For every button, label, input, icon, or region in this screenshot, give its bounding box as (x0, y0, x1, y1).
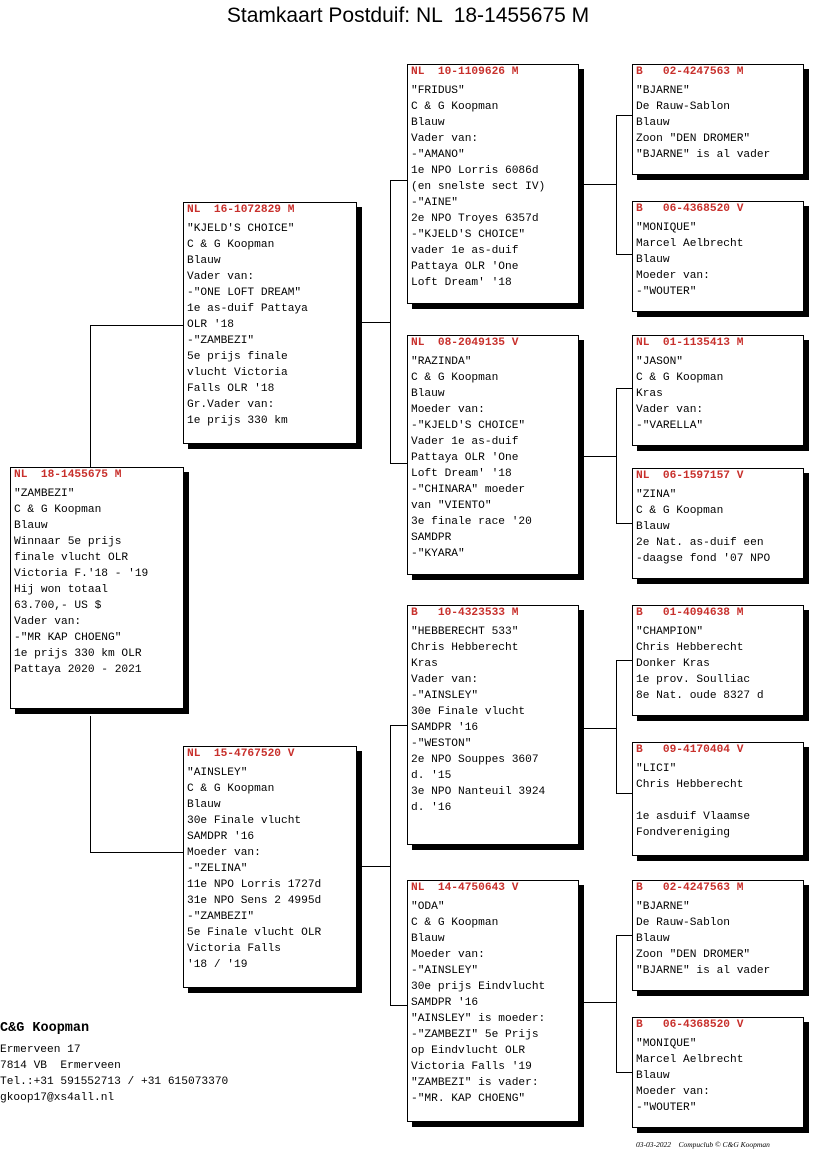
pigeon-detail-line: 2e Nat. as-duif een (636, 537, 764, 549)
pigeon-ring-number: NL 06-1597157 V (636, 470, 744, 482)
pigeon-detail-line: SAMDPR '16 (411, 722, 479, 734)
pigeon-detail-line: '18 / '19 (187, 959, 248, 971)
connector-line (584, 184, 616, 185)
page-title: Stamkaart Postduif: NL 18-1455675 M (226, 4, 590, 27)
connector-line (616, 660, 617, 793)
pigeon-detail-line: Vader van: (14, 616, 82, 628)
pigeon-ring-number: B 02-4247563 M (636, 66, 744, 78)
pigeon-detail-line: Blauw (636, 1070, 670, 1082)
pigeon-detail-line: C & G Koopman (636, 372, 724, 384)
pigeon-detail-line: op Eindvlucht OLR (411, 1045, 526, 1057)
pigeon-detail-line: Kras (636, 388, 663, 400)
pigeon-details (636, 220, 799, 300)
pigeon-detail-line: -daagse fond '07 NPO (636, 553, 771, 565)
pigeon-detail-line: finale vlucht OLR (14, 552, 129, 564)
pigeon-detail-line: 1e asduif Vlaamse (636, 811, 751, 823)
connector-line (390, 463, 408, 464)
connector-line (616, 935, 617, 1072)
pigeon-detail-line: Hij won totaal (14, 584, 108, 596)
owner-phone: Tel.:+31 591552713 / +31 615073370 (0, 1076, 229, 1088)
pigeon-detail-line: -"KJELD'S CHOICE" (411, 229, 526, 241)
pigeon-card (632, 742, 804, 856)
pigeon-details (187, 765, 352, 973)
pigeon-detail-line: "MONIQUE" (636, 1038, 697, 1050)
pigeon-detail-line: 3e finale race '20 (411, 516, 532, 528)
connector-line (616, 793, 632, 794)
pigeon-detail-line: -"WOUTER" (636, 1102, 697, 1114)
connector-line (390, 1005, 408, 1006)
pigeon-ring-number: B 10-4323533 M (411, 607, 519, 619)
pigeon-detail-line: "AINSLEY" is moeder: (411, 1013, 546, 1025)
pigeon-detail-line: "BJARNE" is al vader (636, 149, 771, 161)
pigeon-detail-line: Blauw (636, 521, 670, 533)
pigeon-detail-line: Moeder van: (636, 1086, 710, 1098)
pigeon-detail-line: Moeder van: (411, 949, 485, 961)
pigeon-detail-line: Victoria Falls (187, 943, 281, 955)
pigeon-detail-line: van "VIENTO" (411, 500, 492, 512)
pigeon-detail-line: De Rauw-Sablon (636, 101, 730, 113)
pigeon-detail-line: "BJARNE" (636, 901, 690, 913)
pigeon-detail-line: d. '15 (411, 770, 452, 782)
pigeon-card (632, 64, 804, 175)
pigeon-detail-line: 11e NPO Lorris 1727d (187, 879, 322, 891)
pigeon-ring-number: NL 01-1135413 M (636, 337, 744, 349)
pigeon-detail-line: 2e NPO Souppes 3607 (411, 754, 539, 766)
pigeon-detail-line: 1e prijs 330 km (187, 415, 288, 427)
connector-line (616, 388, 632, 389)
pigeon-details (411, 83, 574, 291)
pigeon-ring-number: B 09-4170404 V (636, 744, 744, 756)
pigeon-detail-line: Blauw (411, 933, 445, 945)
owner-address-city: 7814 VB Ermerveen (0, 1060, 121, 1072)
pigeon-details (187, 221, 352, 429)
pigeon-detail-line: Victoria Falls '19 (411, 1061, 532, 1073)
pigeon-detail-line: "LICI" (636, 763, 677, 775)
pigeon-detail-line: SAMDPR '16 (187, 831, 255, 843)
pigeon-detail-line: 30e Finale vlucht (411, 706, 526, 718)
connector-line (616, 660, 632, 661)
pigeon-detail-line: -"ZAMBEZI" (187, 335, 255, 347)
pigeon-detail-line: "ZAMBEZI" is vader: (411, 1077, 539, 1089)
pigeon-card (632, 1017, 804, 1128)
pigeon-details (636, 899, 799, 979)
pigeon-detail-line (636, 793, 799, 809)
pigeon-detail-line: -"ZELINA" (187, 863, 248, 875)
pigeon-detail-line: -"CHINARA" moeder (411, 484, 526, 496)
pigeon-detail-line: Blauw (14, 520, 48, 532)
pigeon-detail-line: SAMDPR (411, 532, 452, 544)
footer-credit: 03-03-2022 Compuclub © C&G Koopman (636, 1140, 770, 1149)
pigeon-card (183, 746, 357, 988)
pigeon-card (407, 64, 579, 304)
owner-email: gkoop17@xs4all.nl (0, 1092, 115, 1104)
pigeon-card (10, 467, 184, 709)
connector-line (616, 935, 632, 936)
connector-line (362, 866, 390, 867)
pigeon-detail-line: -"AINE" (411, 197, 458, 209)
pigeon-details (14, 486, 179, 678)
connector-line (390, 180, 391, 463)
pigeon-detail-line: "BJARNE" (636, 85, 690, 97)
pigeon-detail-line: SAMDPR '16 (411, 997, 479, 1009)
pigeon-details (636, 761, 799, 841)
pigeon-detail-line: Kras (411, 658, 438, 670)
pigeon-detail-line: Moeder van: (187, 847, 261, 859)
pigeon-detail-line: Victoria F.'18 - '19 (14, 568, 149, 580)
pigeon-detail-line: 5e Finale vlucht OLR (187, 927, 322, 939)
connector-line (390, 725, 408, 726)
pigeon-card (632, 468, 804, 579)
pigeon-detail-line: Zoon "DEN DROMER" (636, 133, 751, 145)
pigeon-detail-line: "BJARNE" is al vader (636, 965, 771, 977)
pigeon-detail-line: Moeder van: (411, 404, 485, 416)
pigeon-detail-line: Vader van: (411, 674, 479, 686)
pigeon-detail-line: -"AMANO" (411, 149, 465, 161)
pigeon-detail-line: "MONIQUE" (636, 222, 697, 234)
pigeon-detail-line: C & G Koopman (636, 505, 724, 517)
pigeon-detail-line: -"MR. KAP CHOENG" (411, 1093, 526, 1105)
connector-line (584, 1002, 616, 1003)
connector-line (90, 325, 91, 469)
pigeon-detail-line: C & G Koopman (187, 783, 275, 795)
pigeon-detail-line: -"AINSLEY" (411, 965, 479, 977)
connector-line (616, 115, 632, 116)
pigeon-detail-line: "RAZINDA" (411, 356, 472, 368)
pigeon-detail-line: Zoon "DEN DROMER" (636, 949, 751, 961)
connector-line (390, 180, 408, 181)
pigeon-detail-line: 1e as-duif Pattaya (187, 303, 308, 315)
pigeon-detail-line: Pattaya OLR 'One (411, 452, 519, 464)
pigeon-detail-line: -"WOUTER" (636, 286, 697, 298)
pigeon-detail-line: vlucht Victoria (187, 367, 288, 379)
pigeon-detail-line: d. '16 (411, 802, 452, 814)
pigeon-detail-line: C & G Koopman (411, 101, 499, 113)
pigeon-ring-number: NL 18-1455675 M (14, 469, 122, 481)
pigeon-card (183, 202, 357, 444)
connector-line (616, 523, 632, 524)
pigeon-detail-line: Loft Dream' '18 (411, 277, 512, 289)
pigeon-detail-line: 31e NPO Sens 2 4995d (187, 895, 322, 907)
pigeon-detail-line: -"ONE LOFT DREAM" (187, 287, 302, 299)
pigeon-detail-line: C & G Koopman (411, 917, 499, 929)
pigeon-detail-line: "CHAMPION" (636, 626, 704, 638)
connector-line (90, 852, 184, 853)
pigeon-card (632, 880, 804, 991)
pigeon-detail-line: 5e prijs finale (187, 351, 288, 363)
pigeon-detail-line: Vader van: (187, 271, 255, 283)
pigeon-detail-line: Chris Hebberecht (636, 779, 744, 791)
connector-line (362, 322, 390, 323)
pigeon-detail-line: "HEBBERECHT 533" (411, 626, 519, 638)
pigeon-ring-number: NL 10-1109626 M (411, 66, 519, 78)
pigeon-detail-line: De Rauw-Sablon (636, 917, 730, 929)
connector-line (584, 728, 616, 729)
pigeon-detail-line: -"ZAMBEZI" 5e Prijs (411, 1029, 539, 1041)
pigeon-detail-line: Donker Kras (636, 658, 710, 670)
pigeon-detail-line: C & G Koopman (14, 504, 102, 516)
pigeon-detail-line: -"WESTON" (411, 738, 472, 750)
pigeon-detail-line: Vader 1e as-duif (411, 436, 519, 448)
connector-line (616, 388, 617, 523)
pigeon-detail-line: -"ZAMBEZI" (187, 911, 255, 923)
pigeon-card (407, 880, 579, 1122)
pigeon-detail-line: C & G Koopman (411, 372, 499, 384)
pigeon-detail-line: Pattaya OLR 'One (411, 261, 519, 273)
pigeon-ring-number: NL 08-2049135 V (411, 337, 519, 349)
pigeon-ring-number: B 02-4247563 M (636, 882, 744, 894)
pigeon-detail-line: Falls OLR '18 (187, 383, 275, 395)
connector-line (616, 254, 632, 255)
pigeon-card (407, 335, 579, 575)
owner-name: C&G Koopman (0, 1021, 90, 1036)
pigeon-ring-number: NL 16-1072829 M (187, 204, 295, 216)
pigeon-details (636, 487, 799, 567)
pigeon-details (411, 624, 574, 816)
pigeon-detail-line: Blauw (636, 254, 670, 266)
pigeon-detail-line: Blauw (411, 388, 445, 400)
pigeon-detail-line: Blauw (411, 117, 445, 129)
connector-line (584, 456, 616, 457)
pigeon-detail-line: Chris Hebberecht (411, 642, 519, 654)
pigeon-details (636, 83, 799, 163)
pigeon-detail-line: 8e Nat. oude 8327 d (636, 690, 764, 702)
pigeon-detail-line: "KJELD'S CHOICE" (187, 223, 295, 235)
pigeon-detail-line: "ODA" (411, 901, 445, 913)
pigeon-detail-line: 63.700,- US $ (14, 600, 102, 612)
pigeon-detail-line: "AINSLEY" (187, 767, 248, 779)
pigeon-detail-line: 1e prov. Soulliac (636, 674, 751, 686)
pigeon-detail-line: -"AINSLEY" (411, 690, 479, 702)
pigeon-detail-line: "FRIDUS" (411, 85, 465, 97)
pigeon-card (632, 335, 804, 446)
pigeon-ring-number: NL 14-4750643 V (411, 882, 519, 894)
pigeon-detail-line: "ZAMBEZI" (14, 488, 75, 500)
pigeon-ring-number: NL 15-4767520 V (187, 748, 295, 760)
pigeon-detail-line: C & G Koopman (187, 239, 275, 251)
pigeon-detail-line: -"KYARA" (411, 548, 465, 560)
pigeon-detail-line: 1e NPO Lorris 6086d (411, 165, 539, 177)
pigeon-detail-line: 3e NPO Nanteuil 3924 (411, 786, 546, 798)
pigeon-detail-line: Winnaar 5e prijs (14, 536, 122, 548)
pigeon-detail-line: Chris Hebberecht (636, 642, 744, 654)
pigeon-detail-line: Blauw (187, 255, 221, 267)
pigeon-ring-number: B 01-4094638 M (636, 607, 744, 619)
pigeon-detail-line: Loft Dream' '18 (411, 468, 512, 480)
pigeon-ring-number: B 06-4368520 V (636, 203, 744, 215)
pigeon-detail-line: -"MR KAP CHOENG" (14, 632, 122, 644)
pigeon-detail-line: (en snelste sect IV) (411, 181, 546, 193)
pigeon-detail-line: Fondvereniging (636, 827, 730, 839)
pigeon-card (407, 605, 579, 845)
pigeon-detail-line: Blauw (187, 799, 221, 811)
pigeon-detail-line: 1e prijs 330 km OLR (14, 648, 142, 660)
pigeon-details (636, 354, 799, 434)
owner-address-street: Ermerveen 17 (0, 1044, 81, 1056)
pigeon-detail-line: Marcel Aelbrecht (636, 238, 744, 250)
pigeon-detail-line: Blauw (636, 117, 670, 129)
pigeon-detail-line: "ZINA" (636, 489, 677, 501)
pigeon-detail-line: Pattaya 2020 - 2021 (14, 664, 142, 676)
pigeon-detail-line: 2e NPO Troyes 6357d (411, 213, 539, 225)
pigeon-detail-line: Vader van: (636, 404, 704, 416)
connector-line (390, 725, 391, 1005)
pigeon-detail-line: 30e Finale vlucht (187, 815, 302, 827)
pigeon-detail-line: Blauw (636, 933, 670, 945)
pigeon-detail-line: Marcel Aelbrecht (636, 1054, 744, 1066)
connector-line (90, 716, 91, 852)
pigeon-card (632, 605, 804, 716)
pigeon-detail-line: Gr.Vader van: (187, 399, 275, 411)
pigeon-detail-line: -"VARELLA" (636, 420, 704, 432)
pigeon-detail-line: -"KJELD'S CHOICE" (411, 420, 526, 432)
pigeon-ring-number: B 06-4368520 V (636, 1019, 744, 1031)
pigeon-detail-line: vader 1e as-duif (411, 245, 519, 257)
pigeon-card (632, 201, 804, 312)
pigeon-details (636, 1036, 799, 1116)
connector-line (90, 325, 184, 326)
connector-line (616, 1072, 632, 1073)
pigeon-detail-line: OLR '18 (187, 319, 234, 331)
pigeon-detail-line: Moeder van: (636, 270, 710, 282)
pigeon-detail-line: Vader van: (411, 133, 479, 145)
pigeon-details (411, 899, 574, 1107)
pigeon-detail-line: "JASON" (636, 356, 683, 368)
pigeon-details (636, 624, 799, 704)
pigeon-detail-line: 30e prijs Eindvlucht (411, 981, 546, 993)
pigeon-details (411, 354, 574, 562)
connector-line (616, 115, 617, 254)
owner-info (0, 1020, 228, 1106)
